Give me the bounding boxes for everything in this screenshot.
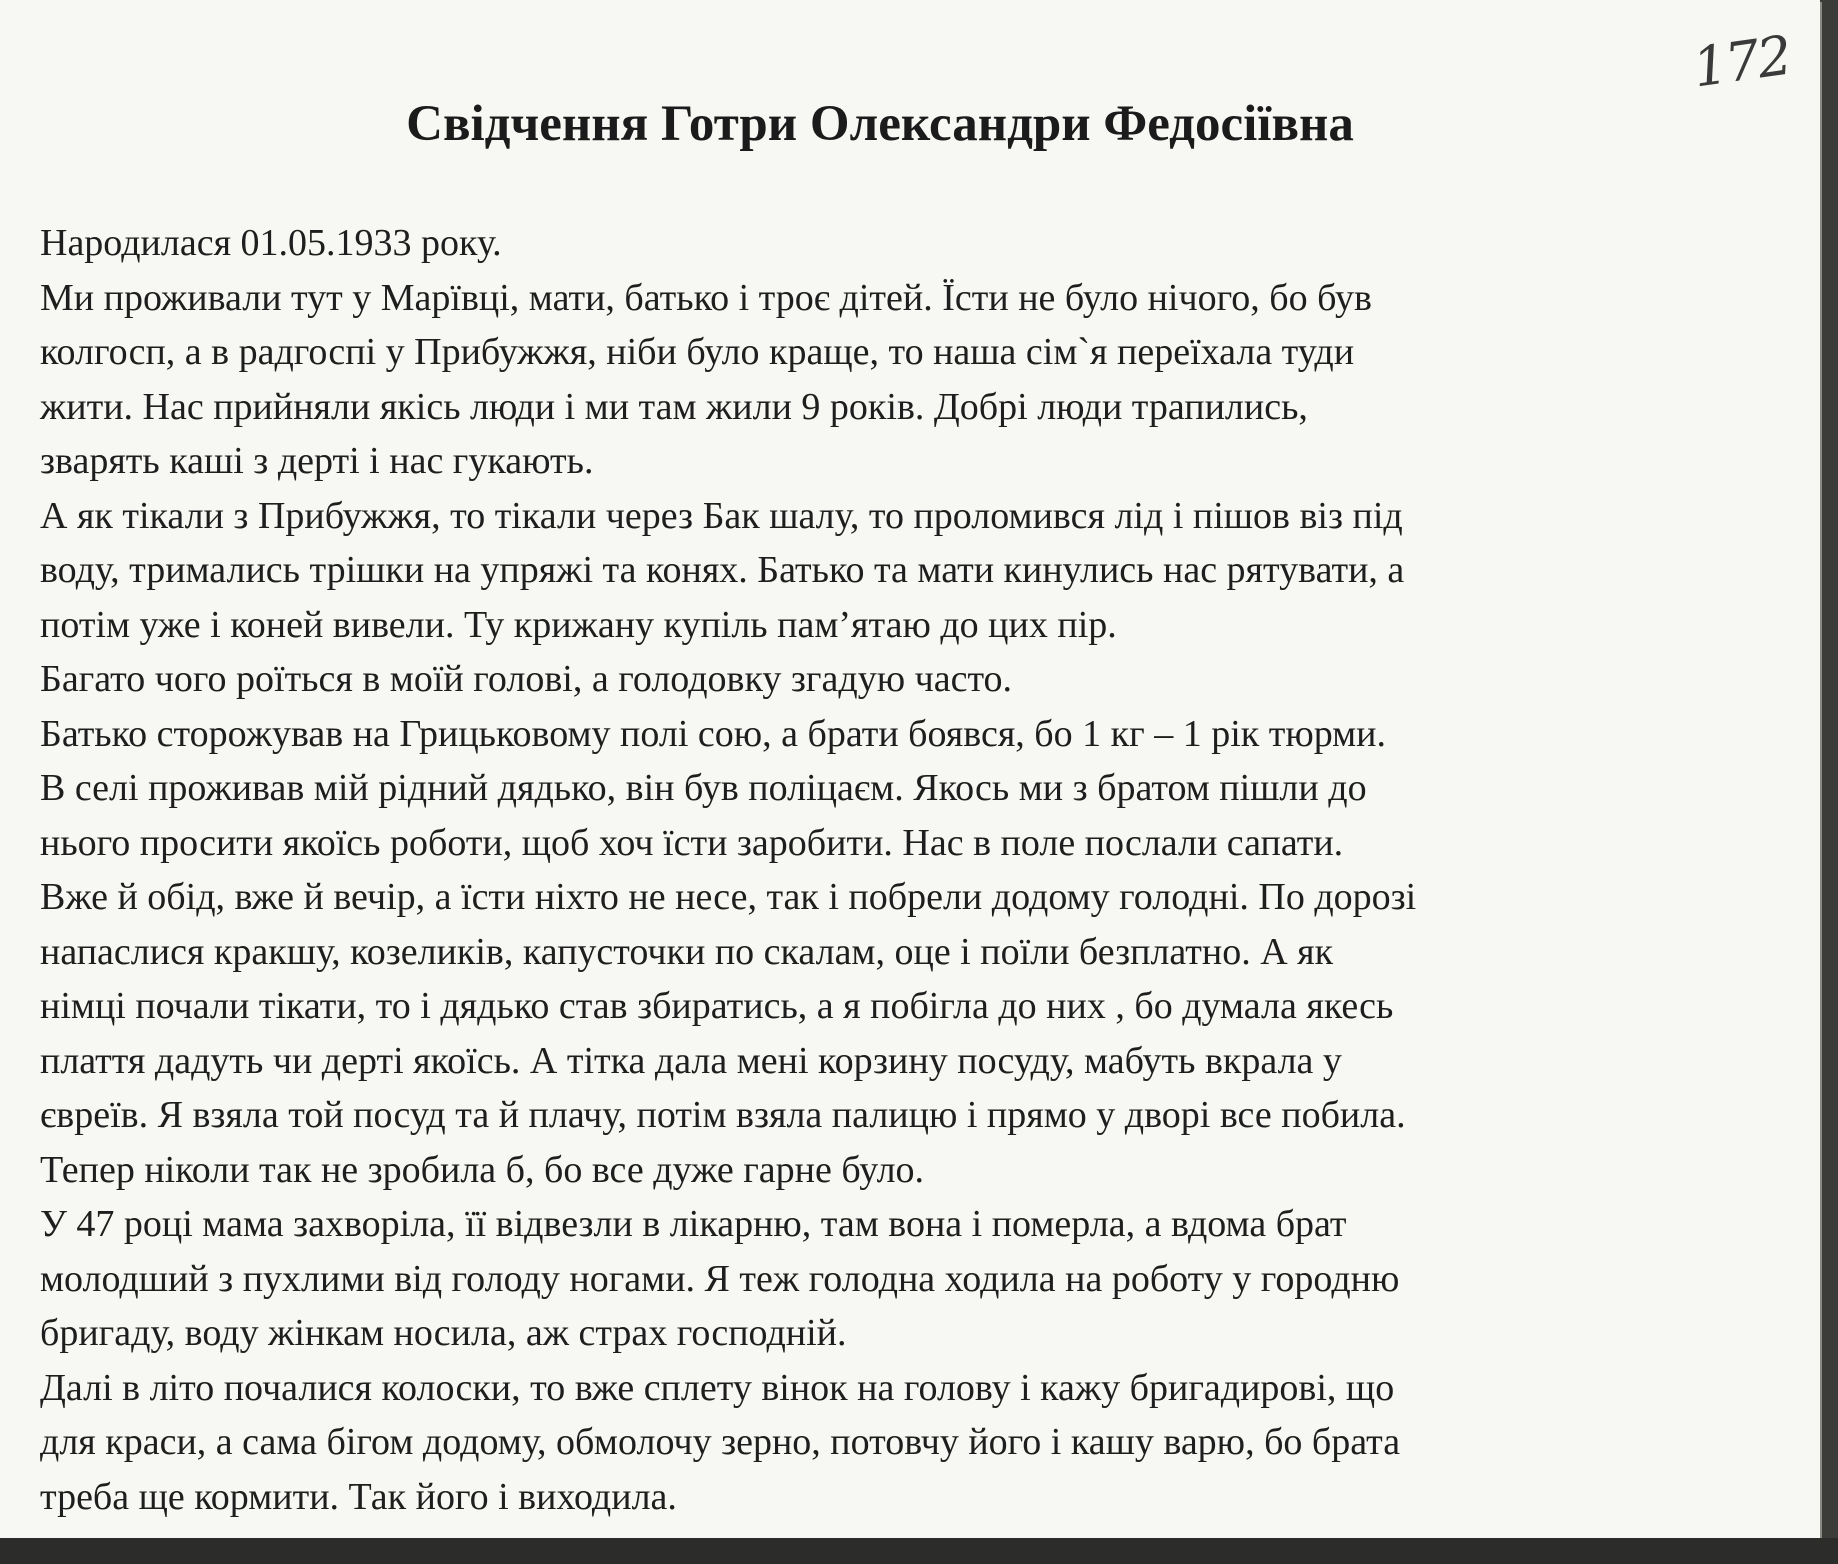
- testimony-body: [40, 216, 1740, 1524]
- text-line: У 47 році мама захворіла, її відвезли в лікарню, там вона і померла, а вдома брат: [40, 1203, 1347, 1245]
- text-line: воду, тримались трішки на упряжі та конях. Батько та мати кинулись нас рятувати, а: [40, 549, 1405, 591]
- page-bottom-edge: [0, 1538, 1838, 1564]
- text-line: зварять каші з дерті і нас гукають.: [40, 440, 594, 482]
- text-line: Ми проживали тут у Марївці, мати, батько і троє дітей. Їсти не було нічого, бо був: [40, 276, 1372, 319]
- text-line: бригаду, воду жінкам носила, аж страх господній.: [40, 1312, 847, 1354]
- text-line: Далі в літо почалися колоски, то вже сплету вінок на голову і кажу бригадирові, що: [40, 1366, 1395, 1409]
- text-line: молодший з пухлими від голоду ногами. Я теж голодна ходила на роботу у городню: [40, 1257, 1400, 1300]
- text-line: Багато чого роїться в моїй голові, а голодовку згадую часто.: [40, 658, 1013, 700]
- text-line: Народилася 01.05.1933 року.: [40, 222, 502, 264]
- text-line: Батько сторожував на Грицьковому полі сою, а брати боявся, бо 1 кг – 1 рік тюрми.: [40, 712, 1387, 755]
- text-line: плаття дадуть чи дерті якоїсь. А тітка дала мені корзину посуду, мабуть вкрала у: [40, 1039, 1342, 1082]
- text-line: жити. Нас прийняли якісь люди і ми там жили 9 років. Добрі люди трапились,: [40, 385, 1308, 428]
- text-line: Вже й обід, вже й вечір, а їсти ніхто не несе, так і побрели додому голодні. По дорозі: [40, 876, 1417, 918]
- text-line: нього просити якоїсь роботи, щоб хоч їсти заробити. Нас в поле послали сапати.: [40, 821, 1344, 864]
- text-line: потім уже і коней вивели. Ту крижану купіль пам’ятаю до цих пір.: [40, 603, 1117, 646]
- text-line: колгосп, а в радгоспі у Прибужжя, ніби було краще, то наша сім`я переїхала туди: [40, 331, 1355, 373]
- text-line: напаслися кракшу, козеликів, капусточки по скалам, оце і поїли безплатно. А як: [40, 930, 1334, 973]
- document-title: Свідчення Готри Олександри Федосіївна: [406, 96, 1354, 152]
- text-line: німці почали тікати, то і дядько став збиратись, а я побігла до них , бо думала якесь: [40, 985, 1394, 1027]
- text-line: треба ще кормити. Так його і виходила.: [40, 1475, 677, 1518]
- text-line: для краси, а сама бігом додому, обмолочу зерно, потовчу його і кашу варю, бо брата: [40, 1421, 1401, 1463]
- handwritten-page-number: 172: [1689, 23, 1794, 100]
- text-line: А як тікали з Прибужжя, то тікали через Бак шалу, то проломився лід і пішов віз під: [40, 494, 1403, 537]
- text-line: Тепер ніколи так не зробила б, бо все дуже гарне було.: [40, 1148, 925, 1191]
- text-line: євреїв. Я взяла той посуд та й плачу, потім взяла палицю і прямо у дворі все побила.: [40, 1094, 1406, 1136]
- text-line: В селі проживав мій рідний дядько, він був поліцаєм. Якось ми з братом пішли до: [40, 767, 1367, 809]
